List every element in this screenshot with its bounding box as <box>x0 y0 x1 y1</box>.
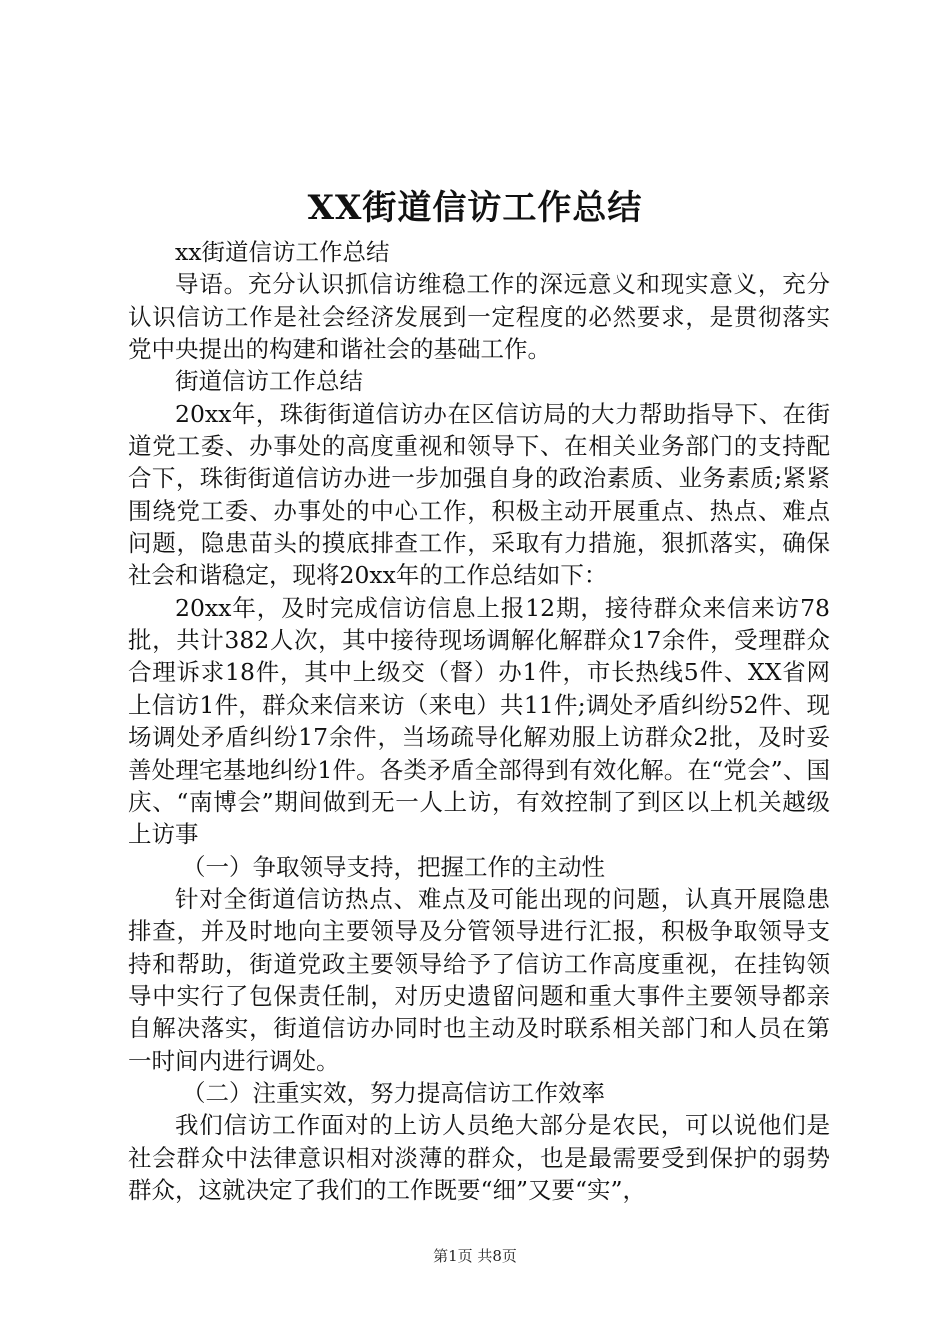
paragraph-section-1: 针对全街道信访热点、难点及可能出现的问题，认真开展隐患排查，并及时地向主要领导及分管领导进行汇报，积极争取领导支持和帮助，街道党政主要领导给予了信访工作高度重视，在挂钩领导中实行了包保责任制，对历史遗留问题和重大事件主要领导都亲自解决落实，街道信访办同时也主动及时联系相关部门和人员在第一时间内进行调处。 <box>128 884 830 1075</box>
paragraph-section-title: 街道信访工作总结 <box>175 367 363 396</box>
page-number-footer: 第1页 共8页 <box>433 1247 517 1265</box>
paragraph-statistics: 20xx年，及时完成信访信息上报12期，接待群众来信来访78批，共计382人次，其中接待现场调解化解群众17余件，受理群众合理诉求18件，其中上级交（督）办1件，市长热线5件、XX省网上信访1件，群众来信来访（来电）共11件;调处矛盾纠纷52件、现场调处矛盾纠纷17余件，当场疏导化解劝服上访群众2批，及时妥善处理宅基地纠纷1件。各类矛盾全部得到有效化解。在“党会”、国庆、“南博会”期间做到无一人上访，有效控制了到区以上机关越级上访事 <box>128 593 830 849</box>
section-heading-2: （二）注重实效，努力提高信访工作效率 <box>182 1078 606 1107</box>
paragraph-overview: 20xx年，珠街街道信访办在区信访局的大力帮助指导下、在街道党工委、办事处的高度重视和领导下、在相关业务部门的支持配合下，珠街街道信访办进一步加强自身的政治素质、业务素质;紧紧围绕党工委、办事处的中心工作，积极主动开展重点、热点、难点问题，隐患苗头的摸底排查工作，采取有力措施，狠抓落实，确保社会和谐稳定，现将20xx年的工作总结如下： <box>128 399 830 590</box>
document-title: XX街道信访工作总结 <box>307 188 643 228</box>
section-heading-1: （一）争取领导支持，把握工作的主动性 <box>182 852 606 881</box>
paragraph-intro: 导语。充分认识抓信访维稳工作的深远意义和现实意义，充分认识信访工作是社会经济发展到一定程度的必然要求，是贯彻落实党中央提出的构建和谐社会的基础工作。 <box>128 270 830 364</box>
paragraph-section-2: 我们信访工作面对的上访人员绝大部分是农民，可以说他们是社会群众中法律意识相对淡薄的群众，也是最需要受到保护的弱势群众，这就决定了我们的工作既要“细”又要“实”， <box>128 1111 830 1204</box>
document-body <box>128 236 830 1206</box>
paragraph-subtitle: xx街道信访工作总结 <box>175 238 390 266</box>
